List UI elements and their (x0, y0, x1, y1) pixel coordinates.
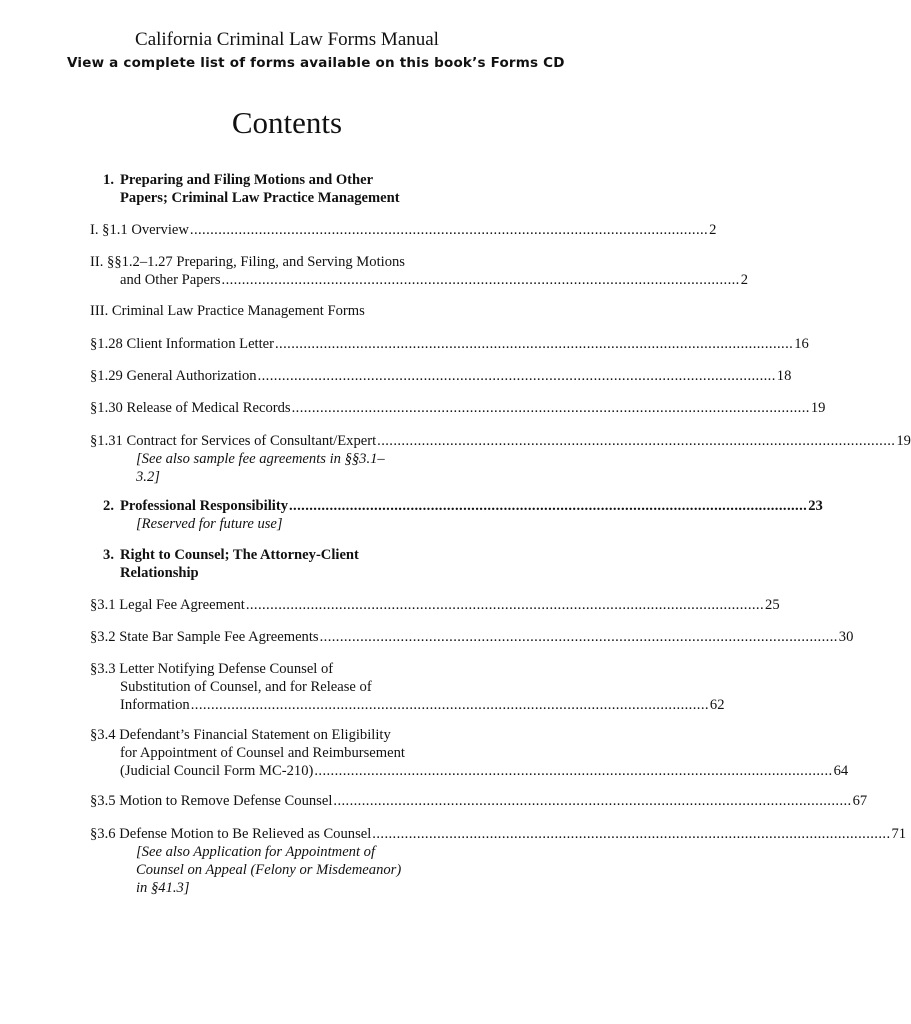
toc-entry-label: for Appointment of Counsel and Reimbursement (120, 745, 405, 761)
dot-leader: ................................................................................................................................ (221, 272, 740, 288)
book-title: California Criminal Law Forms Manual (135, 29, 439, 50)
toc-note: [See also sample fee agreements in §§3.1– (136, 451, 385, 467)
toc-page-number: 2 (740, 272, 749, 288)
chapter-number: 2. (103, 498, 114, 514)
dot-leader: ................................................................................................................................ (372, 826, 891, 842)
dot-leader: ................................................................................................................................ (289, 498, 808, 514)
dot-leader: ................................................................................................................................ (377, 433, 896, 449)
toc-entry-label: §3.5 Motion to Remove Defense Counsel (90, 793, 333, 809)
toc-note: 3.2] (136, 469, 160, 485)
toc-entry-3-2[interactable] (90, 628, 854, 646)
dot-leader: ................................................................................................................................ (189, 222, 709, 238)
toc-entry-3-1[interactable] (90, 596, 780, 614)
chapter-number: 1. (103, 172, 114, 188)
toc-entry-label: §3.1 Legal Fee Agreement (90, 597, 245, 613)
toc-entry-1-31[interactable] (90, 432, 911, 486)
toc-page-number: 67 (852, 793, 868, 809)
toc-page-number: 71 (891, 826, 907, 842)
dot-leader: ................................................................................................................................ (190, 697, 709, 713)
toc-entry-1-30[interactable] (90, 399, 826, 417)
toc-page-number: 19 (896, 433, 911, 449)
toc-page-number: 64 (833, 763, 849, 779)
toc-entry-1-28[interactable] (90, 335, 809, 353)
toc-entry-3-5[interactable] (90, 792, 868, 810)
toc-entry-3-6[interactable] (90, 825, 907, 897)
forms-cd-link[interactable]: View a complete list of forms available on this book’s Forms CD (67, 55, 565, 71)
toc-entry-label: §1.29 General Authorization (90, 368, 257, 384)
dot-leader: ................................................................................................................................ (245, 597, 765, 613)
toc-note: in §41.3] (136, 880, 190, 896)
chapter-title-line: Professional Responsibility (120, 498, 288, 514)
toc-entry-overview[interactable] (90, 221, 717, 239)
toc-entry-label: §1.30 Release of Medical Records (90, 400, 291, 416)
chapter-2-heading[interactable] (90, 497, 823, 533)
contents-heading: Contents (231, 105, 343, 140)
toc-page-number: 30 (838, 629, 854, 645)
chapter-1-heading[interactable] (90, 171, 486, 207)
chapter-title-line: Papers; Criminal Law Practice Management (120, 190, 400, 206)
toc-page-number: 16 (794, 336, 809, 352)
chapter-title-line: Preparing and Filing Motions and Other (120, 172, 374, 188)
toc-entry-label: §3.2 State Bar Sample Fee Agreements (90, 629, 319, 645)
dot-leader: ................................................................................................................................ (257, 368, 776, 384)
dot-leader: ................................................................................................................................ (275, 336, 794, 352)
dot-leader: ................................................................................................................................ (333, 793, 852, 809)
toc-entry-label: §1.31 Contract for Services of Consultant/Expert (90, 433, 377, 449)
toc-entry-label: I. §1.1 Overview (90, 222, 189, 238)
chapter-title-line: Relationship (120, 565, 199, 581)
chapter-title-line: Right to Counsel; The Attorney-Client (120, 547, 359, 563)
dot-leader: ................................................................................................................................ (319, 629, 838, 645)
dot-leader: ................................................................................................................................ (314, 763, 833, 779)
toc-page-number: 23 (808, 498, 823, 514)
dot-leader: ................................................................................................................................ (291, 400, 810, 416)
toc-entry-label: III. Criminal Law Practice Management Forms (90, 303, 365, 319)
toc-entry-label: Information (120, 697, 190, 713)
toc-page-number: 18 (776, 368, 792, 384)
toc-note: [See also Application for Appointment of (136, 844, 376, 860)
toc-entry-practice-management[interactable] (90, 302, 486, 320)
toc-entry-label: §1.28 Client Information Letter (90, 336, 274, 352)
toc-entry-label: II. §§1.2–1.27 Preparing, Filing, and Serving Motions (90, 254, 405, 270)
toc-entry-3-4[interactable] (90, 726, 849, 780)
toc-page-number: 62 (709, 697, 725, 713)
toc-entry-3-3[interactable] (90, 660, 725, 714)
toc-page-number: 25 (765, 597, 780, 613)
toc-note: [Reserved for future use] (136, 516, 283, 532)
toc-entry-label: and Other Papers (120, 272, 221, 288)
toc-entry-label: Substitution of Counsel, and for Release of (120, 679, 372, 695)
toc-entry-label: §3.3 Letter Notifying Defense Counsel of (90, 661, 334, 677)
toc-page-number: 19 (810, 400, 826, 416)
toc-entry-label: (Judicial Council Form MC-210) (120, 763, 314, 779)
toc-entry-label: §3.6 Defense Motion to Be Relieved as Counsel (90, 826, 372, 842)
toc-note: Counsel on Appeal (Felony or Misdemeanor) (136, 862, 402, 878)
toc-entry-preparing-filing[interactable] (90, 253, 749, 289)
chapter-number: 3. (103, 547, 114, 563)
toc-page-number: 2 (709, 222, 717, 238)
toc-entry-1-29[interactable] (90, 367, 792, 385)
chapter-3-heading[interactable] (90, 546, 486, 582)
toc-entry-label: §3.4 Defendant’s Financial Statement on Eligibility (90, 727, 391, 743)
